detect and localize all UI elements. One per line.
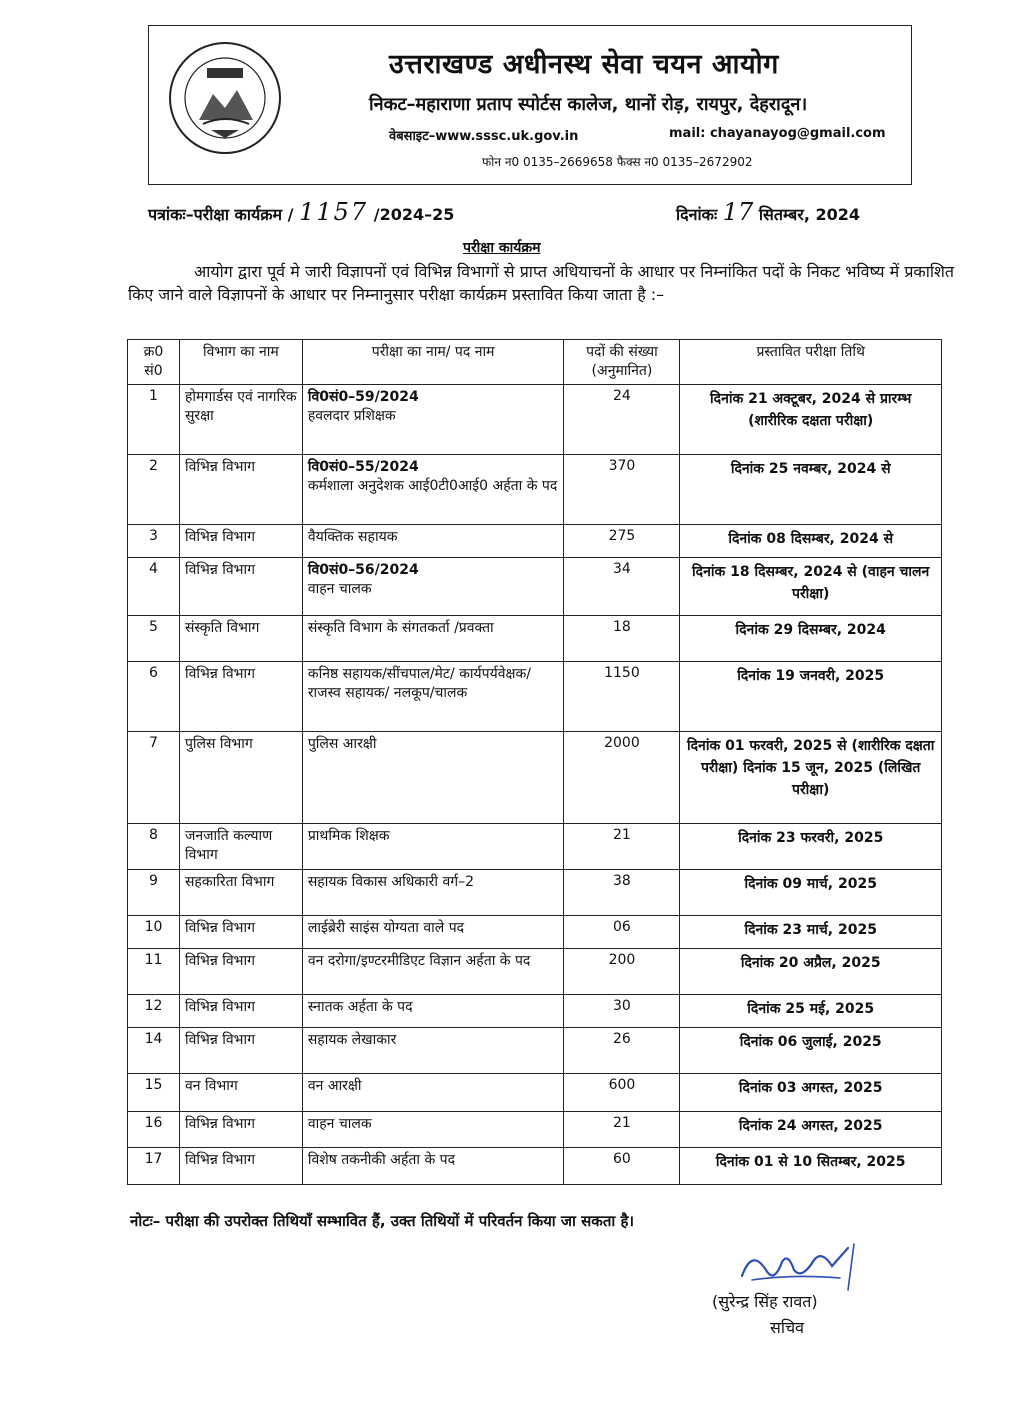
exam-name: विशेष तकनीकी अर्हता के पद: [307, 1152, 456, 1168]
serial-cell: 14: [128, 1028, 180, 1074]
department-cell: संस्कृति विभाग: [179, 616, 302, 662]
exam-cell: [302, 1148, 564, 1185]
serial-cell: 15: [128, 1074, 180, 1112]
exam-cell: [302, 949, 564, 995]
post-count-cell: 21: [564, 824, 680, 870]
department-cell: विभिन्न विभाग: [179, 525, 302, 558]
post-count-cell: 1150: [564, 662, 680, 732]
letterhead: [148, 25, 912, 185]
exam-cell: [302, 525, 564, 558]
letter-date: [676, 198, 860, 226]
serial-cell: 6: [128, 662, 180, 732]
schedule-date-cell: दिनांक 29 दिसम्बर, 2024: [680, 616, 942, 662]
schedule-date-cell: दिनांक 06 जुलाई, 2025: [680, 1028, 942, 1074]
table-row: [128, 1074, 942, 1112]
org-address: निकट–महाराणा प्रताप स्पोर्टस कालेज, थानों रोड़, रायपुर, देहरादून।: [369, 94, 808, 115]
table-row: [128, 558, 942, 616]
exam-name: प्राथमिक शिक्षक: [307, 828, 390, 844]
serial-cell: 16: [128, 1112, 180, 1148]
post-count-cell: 370: [564, 455, 680, 525]
post-count-cell: 24: [564, 385, 680, 455]
department-cell: विभिन्न विभाग: [179, 916, 302, 949]
column-header-count: पदों की संख्या (अनुमानित): [564, 340, 680, 385]
column-header-exam: परीक्षा का नाम/ पद नाम: [302, 340, 564, 385]
date-handwritten-day: 17: [722, 198, 754, 226]
org-title: उत्तराखण्ड अधीनस्थ सेवा चयन आयोग: [389, 49, 779, 80]
post-count-cell: 06: [564, 916, 680, 949]
serial-cell: 4: [128, 558, 180, 616]
schedule-date-cell: दिनांक 25 नवम्बर, 2024 से: [680, 455, 942, 525]
exam-name: लाईब्रेरी साइंस योग्यता वाले पद: [307, 920, 465, 936]
schedule-date-cell: दिनांक 09 मार्च, 2025: [680, 870, 942, 916]
exam-name: कर्मशाला अनुदेशक आई0टी0आई0 अर्हता के पद: [307, 478, 558, 494]
exam-schedule-table: [127, 339, 942, 1185]
exam-name: हवलदार प्रशिक्षक: [307, 408, 396, 424]
department-cell: सहकारिता विभाग: [179, 870, 302, 916]
schedule-date-cell: दिनांक 25 मई, 2025: [680, 995, 942, 1028]
table-row: [128, 916, 942, 949]
column-header-date: प्रस्तावित परीक्षा तिथि: [680, 340, 942, 385]
serial-cell: 1: [128, 385, 180, 455]
reference-suffix: /2024–25: [373, 205, 455, 224]
exam-cell: [302, 455, 564, 525]
department-cell: विभिन्न विभाग: [179, 455, 302, 525]
reference-handwritten-number: 1157: [299, 198, 369, 226]
date-month-year: सितम्बर, 2024: [758, 205, 861, 224]
post-count-cell: 34: [564, 558, 680, 616]
document-heading: परीक्षा कार्यक्रम: [463, 240, 541, 256]
schedule-date-cell: दिनांक 24 अगस्त, 2025: [680, 1112, 942, 1148]
schedule-date-cell: दिनांक 01 फरवरी, 2025 से (शारीरिक दक्षता परीक्षा) दिनांक 15 जून, 2025 (लिखित परीक्षा): [680, 732, 942, 824]
schedule-date-cell: दिनांक 20 अप्रैल, 2025: [680, 949, 942, 995]
table-row: [128, 616, 942, 662]
exam-name: वन दरोगा/इण्टरमीडिएट विज्ञान अर्हता के पद: [307, 953, 531, 969]
exam-name: संस्कृति विभाग के संगतकर्ता /प्रवक्ता: [307, 620, 494, 636]
table-row: [128, 732, 942, 824]
post-count-cell: 26: [564, 1028, 680, 1074]
exam-name: वाहन चालक: [307, 581, 372, 597]
exam-name: वैयक्तिक सहायक: [307, 529, 398, 545]
table-row: [128, 1112, 942, 1148]
table-row: [128, 870, 942, 916]
post-count-cell: 21: [564, 1112, 680, 1148]
department-cell: वन विभाग: [179, 1074, 302, 1112]
column-header-department: विभाग का नाम: [179, 340, 302, 385]
department-cell: विभिन्न विभाग: [179, 558, 302, 616]
department-cell: होमगार्डस एवं नागरिक सुरक्षा: [179, 385, 302, 455]
table-row: [128, 949, 942, 995]
department-cell: विभिन्न विभाग: [179, 662, 302, 732]
table-row: [128, 455, 942, 525]
phone-line: फोन न0 0135–2669658 फैक्स न0 0135–2672902: [482, 155, 753, 169]
table-body: [128, 385, 942, 1185]
reference-prefix: पत्रांकः–परीक्षा कार्यक्रम /: [148, 205, 294, 224]
serial-cell: 8: [128, 824, 180, 870]
column-header-serial: क्र0 सं0: [128, 340, 180, 385]
post-count-cell: 200: [564, 949, 680, 995]
department-cell: विभिन्न विभाग: [179, 995, 302, 1028]
exam-name: वाहन चालक: [307, 1116, 372, 1132]
table-row: [128, 385, 942, 455]
schedule-date-cell: दिनांक 03 अगस्त, 2025: [680, 1074, 942, 1112]
exam-cell: [302, 916, 564, 949]
serial-cell: 2: [128, 455, 180, 525]
advertisement-number: वि0सं0–56/2024: [307, 562, 419, 578]
exam-cell: [302, 824, 564, 870]
footnote: नोटः– परीक्षा की उपरोक्त तिथियाँ सम्भावित हैं, उक्त तिथियों में परिवर्तन किया जा सकता है।: [130, 1212, 635, 1230]
post-count-cell: 2000: [564, 732, 680, 824]
exam-cell: [302, 1028, 564, 1074]
department-cell: विभिन्न विभाग: [179, 1028, 302, 1074]
date-label: दिनांकः: [676, 205, 718, 224]
serial-cell: 11: [128, 949, 180, 995]
serial-cell: 10: [128, 916, 180, 949]
post-count-cell: 60: [564, 1148, 680, 1185]
table-row: [128, 1028, 942, 1074]
post-count-cell: 275: [564, 525, 680, 558]
signatory-name: (सुरेन्द्र सिंह रावत): [712, 1292, 818, 1311]
exam-cell: [302, 1112, 564, 1148]
department-cell: विभिन्न विभाग: [179, 1112, 302, 1148]
exam-name: कनिष्ठ सहायक/सींचपाल/मेट/ कार्यपर्यवेक्षक/राजस्व सहायक/ नलकूप/चालक: [307, 666, 532, 701]
exam-cell: [302, 995, 564, 1028]
advertisement-number: वि0सं0–59/2024: [307, 389, 419, 405]
department-cell: जनजाति कल्याण विभाग: [179, 824, 302, 870]
exam-name: पुलिस आरक्षी: [307, 736, 377, 752]
schedule-date-cell: दिनांक 19 जनवरी, 2025: [680, 662, 942, 732]
post-count-cell: 600: [564, 1074, 680, 1112]
signatory-designation: सचिव: [770, 1318, 805, 1337]
schedule-date-cell: दिनांक 21 अक्टूबर, 2024 से प्रारम्भ (शारीरिक दक्षता परीक्षा): [680, 385, 942, 455]
serial-cell: 3: [128, 525, 180, 558]
schedule-date-cell: दिनांक 08 दिसम्बर, 2024 से: [680, 525, 942, 558]
table-row: [128, 525, 942, 558]
serial-cell: 9: [128, 870, 180, 916]
exam-cell: [302, 870, 564, 916]
website-link[interactable]: वेबसाइट–www.sssc.uk.gov.in: [389, 129, 579, 144]
table-row: [128, 1148, 942, 1185]
exam-cell: [302, 558, 564, 616]
commission-emblem-icon: [167, 40, 283, 156]
post-count-cell: 30: [564, 995, 680, 1028]
schedule-date-cell: दिनांक 01 से 10 सितम्बर, 2025: [680, 1148, 942, 1185]
department-cell: विभिन्न विभाग: [179, 949, 302, 995]
exam-name: सहायक विकास अधिकारी वर्ग–2: [307, 874, 475, 890]
contact-line: [389, 126, 886, 144]
table-header-row: [128, 340, 942, 385]
table-row: [128, 995, 942, 1028]
exam-name: सहायक लेखाकार: [307, 1032, 397, 1048]
department-cell: विभिन्न विभाग: [179, 1148, 302, 1185]
exam-cell: [302, 662, 564, 732]
department-cell: पुलिस विभाग: [179, 732, 302, 824]
email-link[interactable]: mail: chayanayog@gmail.com: [669, 126, 886, 141]
table-row: [128, 662, 942, 732]
exam-cell: [302, 732, 564, 824]
serial-cell: 7: [128, 732, 180, 824]
exam-name: वन आरक्षी: [307, 1078, 362, 1094]
exam-cell: [302, 1074, 564, 1112]
advertisement-number: वि0सं0–55/2024: [307, 459, 419, 475]
table-row: [128, 824, 942, 870]
post-count-cell: 38: [564, 870, 680, 916]
post-count-cell: 18: [564, 616, 680, 662]
schedule-date-cell: दिनांक 23 फरवरी, 2025: [680, 824, 942, 870]
schedule-date-cell: दिनांक 18 दिसम्बर, 2024 से (वाहन चालन परीक्षा): [680, 558, 942, 616]
serial-cell: 12: [128, 995, 180, 1028]
exam-name: स्नातक अर्हता के पद: [307, 999, 413, 1015]
exam-cell: [302, 616, 564, 662]
reference-number: [148, 198, 454, 226]
exam-cell: [302, 385, 564, 455]
intro-paragraph: आयोग द्वारा पूर्व मे जारी विज्ञापनों एवं विभिन्न विभागों से प्राप्त अधियाचनों के आधार पर निम्नांकित पदों के निकट भविष्य में प्रकाशित किए जाने वाले विज्ञापनों के आधार पर निम्नानुसार परीक्षा कार्यक्रम प्रस्तावित किया जाता है :–: [128, 262, 954, 304]
serial-cell: 17: [128, 1148, 180, 1185]
serial-cell: 5: [128, 616, 180, 662]
schedule-date-cell: दिनांक 23 मार्च, 2025: [680, 916, 942, 949]
